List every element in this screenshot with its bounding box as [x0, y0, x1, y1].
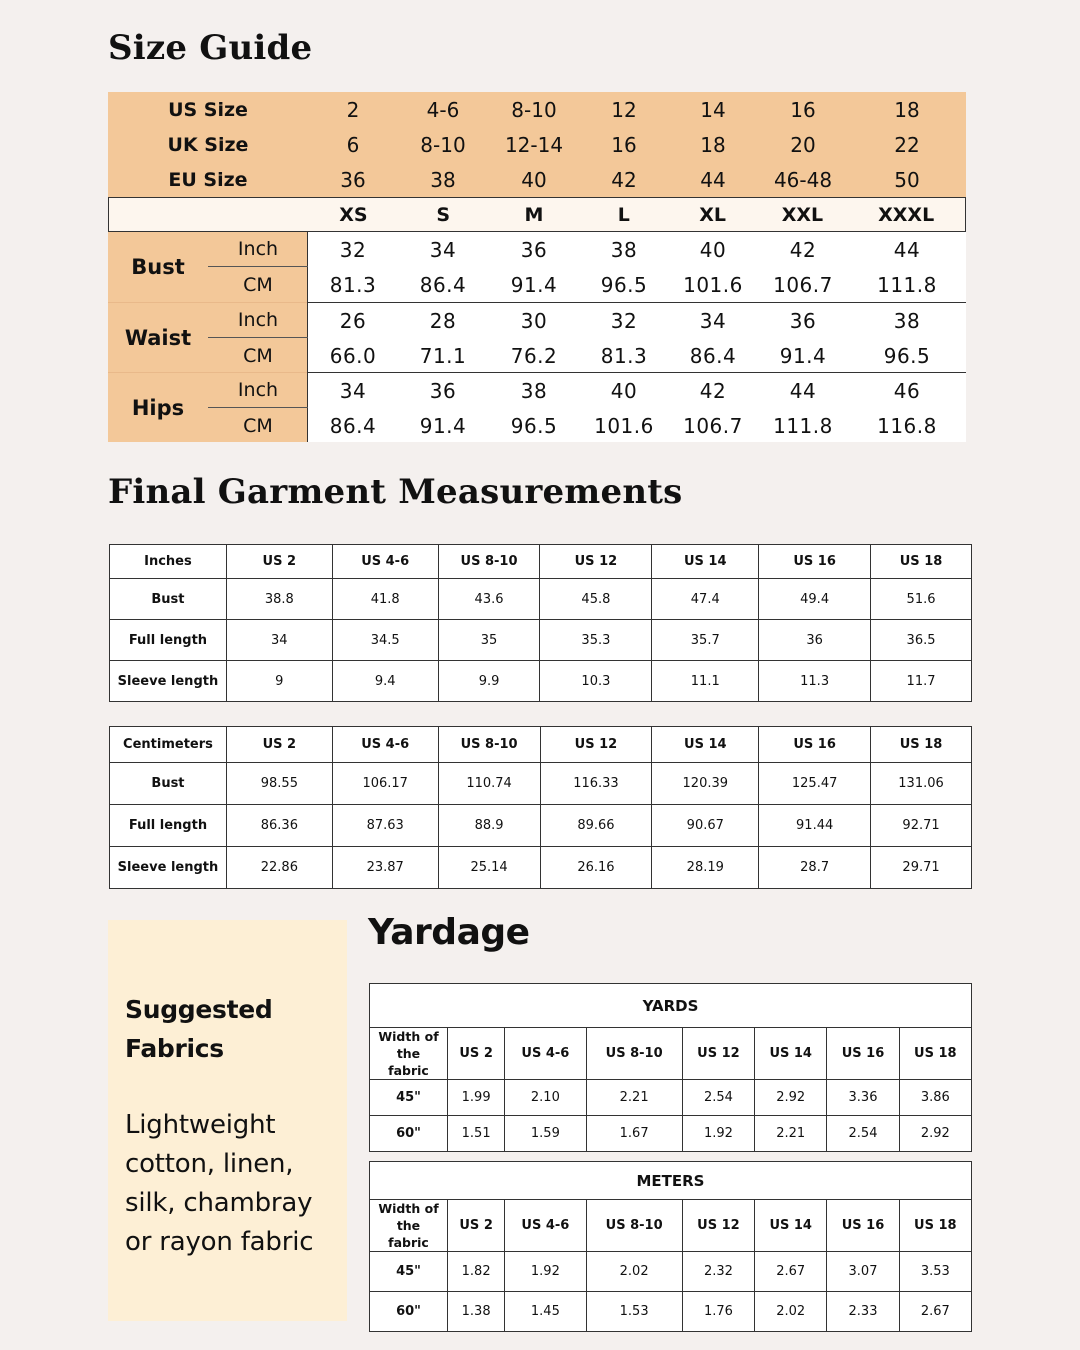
table-cell: 23.87 [332, 847, 438, 889]
column-header: US 12 [540, 727, 652, 763]
table-cell: 120.39 [652, 763, 759, 805]
width-header [370, 1200, 448, 1252]
bust-inch-cell: 40 [699, 237, 727, 262]
table-cell: 2.67 [755, 1252, 827, 1292]
column-header: US 4-6 [332, 545, 438, 579]
waist-cm-cell: 76.2 [510, 343, 558, 368]
table-cell: 36.5 [871, 620, 972, 661]
table-cell: 1.92 [682, 1116, 754, 1152]
hips-inch-cell: 40 [610, 378, 638, 403]
table-row [370, 1116, 972, 1152]
table-cell: 2.21 [755, 1116, 827, 1152]
eu-size-cell: 46-48 [773, 167, 833, 192]
eu-size-cell: 40 [521, 167, 547, 192]
table-cell: 3.86 [899, 1080, 971, 1116]
bust-inch-cell: 44 [893, 237, 921, 262]
waist-cm-row [308, 338, 966, 373]
table-header-row [370, 1028, 972, 1080]
column-header: US 12 [540, 545, 652, 579]
waist-cm-cell: 86.4 [689, 343, 737, 368]
table-cell: 98.55 [226, 763, 332, 805]
yardage-title: Yardage [368, 912, 530, 953]
text-line: Lightweight [125, 1110, 276, 1140]
size-name-cell: M [524, 203, 544, 226]
size-guide-table [108, 92, 966, 442]
table-cell: 25.14 [438, 847, 540, 889]
table-row [370, 1292, 972, 1332]
table-cell: 91.44 [759, 805, 871, 847]
eu-size-cell: 44 [700, 167, 726, 192]
hips-inch-cell: 34 [339, 378, 367, 403]
table-cell: 49.4 [759, 579, 871, 620]
table-cell: 2.92 [899, 1116, 971, 1152]
table-cell: 3.53 [899, 1252, 971, 1292]
waist-cm-cell: 71.1 [419, 343, 467, 368]
row-label: Full length [110, 620, 227, 661]
table-cell: 28.19 [652, 847, 759, 889]
table-cell: 1.59 [505, 1116, 586, 1152]
size-name-cell: L [617, 203, 630, 226]
table-cell: 2.21 [586, 1080, 682, 1116]
table-cell: 88.9 [438, 805, 540, 847]
hips-inch-cell: 38 [520, 378, 548, 403]
table-cell: 2.54 [827, 1116, 899, 1152]
waist-inch-cell: 36 [789, 308, 817, 333]
waist-inch-cell: 26 [339, 308, 367, 333]
table-cell: 125.47 [759, 763, 871, 805]
us-size-label: US Size [168, 98, 248, 121]
hips-block [108, 372, 966, 442]
row-label: Bust [110, 763, 227, 805]
bust-cm-cell: 111.8 [877, 272, 937, 297]
table-cell: 2.10 [505, 1080, 586, 1116]
size-name-cell: XXL [781, 203, 824, 226]
table-cell: 28.7 [759, 847, 871, 889]
hips-values [307, 372, 966, 442]
waist-inch-cell: 28 [429, 308, 457, 333]
column-header: US 18 [871, 727, 972, 763]
table-cell: 11.7 [871, 661, 972, 702]
table-cell: 131.06 [871, 763, 972, 805]
us-size-cell: 2 [346, 97, 360, 122]
unit-header: Inches [110, 545, 227, 579]
row-label: 45" [370, 1252, 448, 1292]
uk-size-cell: 20 [790, 132, 816, 157]
column-header: US 4-6 [332, 727, 438, 763]
unit-cm-label: CM [243, 344, 273, 367]
table-cell: 1.38 [448, 1292, 505, 1332]
column-header: US 2 [226, 545, 332, 579]
table-cell: 34 [226, 620, 332, 661]
row-label: Full length [110, 805, 227, 847]
eu-size-cell: 38 [430, 167, 456, 192]
table-row [370, 1080, 972, 1116]
meters-title: METERS [370, 1162, 972, 1200]
table-row [370, 1252, 972, 1292]
table-cell: 1.92 [505, 1252, 586, 1292]
table-row [110, 579, 972, 620]
column-header: US 14 [755, 1200, 827, 1252]
hips-cm-cell: 86.4 [329, 413, 377, 438]
bust-cm-cell: 106.7 [773, 272, 833, 297]
us-size-cell: 12 [611, 97, 637, 122]
table-cell: 3.36 [827, 1080, 899, 1116]
bust-values [307, 232, 966, 302]
text-line: cotton, linen, [125, 1149, 294, 1179]
heading-line: Suggested [125, 995, 273, 1024]
table-header-row [110, 727, 972, 763]
column-header: US 2 [448, 1200, 505, 1252]
hips-inch-row [308, 373, 966, 408]
waist-values [307, 302, 966, 372]
table-cell: 2.92 [755, 1080, 827, 1116]
waist-inch-cell: 32 [610, 308, 638, 333]
bust-cm-cell: 86.4 [419, 272, 467, 297]
table-row [110, 763, 972, 805]
uk-size-cell: 8-10 [420, 132, 466, 157]
table-title-row [370, 984, 972, 1028]
column-header: US 8-10 [438, 727, 540, 763]
table-cell: 1.76 [682, 1292, 754, 1332]
us-size-cell: 14 [700, 97, 726, 122]
waist-inch-row [308, 303, 966, 338]
table-cell: 38.8 [226, 579, 332, 620]
hips-cm-cell: 111.8 [773, 413, 833, 438]
table-cell: 87.63 [332, 805, 438, 847]
table-cell: 9.9 [438, 661, 540, 702]
yards-table [369, 983, 972, 1152]
bust-inch-cell: 42 [789, 237, 817, 262]
table-cell: 2.67 [899, 1292, 971, 1332]
eu-size-cell: 50 [894, 167, 920, 192]
waist-inch-cell: 38 [893, 308, 921, 333]
table-cell: 1.53 [586, 1292, 682, 1332]
table-cell: 43.6 [438, 579, 540, 620]
hips-inch-cell: 44 [789, 378, 817, 403]
table-cell: 29.71 [871, 847, 972, 889]
heading-line: Fabrics [125, 1034, 224, 1063]
column-header: US 8-10 [586, 1200, 682, 1252]
column-header: US 8-10 [438, 545, 540, 579]
hips-inch-cell: 36 [429, 378, 457, 403]
unit-inch-label: Inch [208, 373, 308, 408]
column-header: US 14 [652, 727, 759, 763]
hips-label: Hips [131, 396, 185, 420]
bust-cm-cell: 91.4 [510, 272, 558, 297]
table-cell: 1.99 [448, 1080, 505, 1116]
waist-label: Waist [124, 326, 192, 350]
table-cell: 41.8 [332, 579, 438, 620]
column-header: US 4-6 [505, 1200, 586, 1252]
table-cell: 2.02 [586, 1252, 682, 1292]
waist-inch-cell: 30 [520, 308, 548, 333]
table-cell: 51.6 [871, 579, 972, 620]
row-label: 60" [370, 1116, 448, 1152]
unit-header: Centimeters [110, 727, 227, 763]
table-row [110, 805, 972, 847]
table-cell: 35 [438, 620, 540, 661]
uk-size-label: UK Size [167, 133, 249, 156]
uk-size-cell: 16 [611, 132, 637, 157]
column-header: US 18 [899, 1028, 971, 1080]
column-header: US 12 [682, 1028, 754, 1080]
table-cell: 2.33 [827, 1292, 899, 1332]
width-header-line: fabric [388, 1235, 429, 1250]
table-cell: 34.5 [332, 620, 438, 661]
centimeters-table [109, 726, 972, 889]
meters-table [369, 1161, 972, 1332]
size-guide-title: Size Guide [108, 28, 313, 68]
table-cell: 11.3 [759, 661, 871, 702]
table-cell: 22.86 [226, 847, 332, 889]
bust-inch-cell: 38 [610, 237, 638, 262]
final-garment-title: Final Garment Measurements [108, 472, 683, 512]
bust-inch-cell: 32 [339, 237, 367, 262]
unit-cm-label: CM [243, 273, 273, 296]
hips-cm-cell: 101.6 [594, 413, 654, 438]
size-name-cell: S [436, 203, 451, 226]
table-cell: 89.66 [540, 805, 652, 847]
table-cell: 2.32 [682, 1252, 754, 1292]
suggested-fabrics-panel [108, 920, 347, 1321]
row-label: Sleeve length [110, 661, 227, 702]
column-header: US 12 [682, 1200, 754, 1252]
uk-size-row [108, 127, 966, 162]
table-row [110, 620, 972, 661]
row-label: Bust [110, 579, 227, 620]
waist-cm-cell: 91.4 [779, 343, 827, 368]
width-header-line: fabric [388, 1063, 429, 1078]
bust-inch-cell: 36 [520, 237, 548, 262]
table-cell: 92.71 [871, 805, 972, 847]
hips-cm-cell: 96.5 [510, 413, 558, 438]
uk-size-cell: 22 [894, 132, 920, 157]
hips-cm-cell: 91.4 [419, 413, 467, 438]
hips-cm-cell: 106.7 [683, 413, 743, 438]
us-size-cell: 4-6 [426, 97, 460, 122]
waist-cm-cell: 66.0 [329, 343, 377, 368]
text-line: silk, chambray [125, 1188, 313, 1218]
column-header: US 16 [759, 545, 871, 579]
size-name-cell: XS [339, 203, 368, 226]
bust-cm-cell: 81.3 [329, 272, 377, 297]
table-cell: 26.16 [540, 847, 652, 889]
us-size-row [108, 92, 966, 127]
waist-inch-cell: 34 [699, 308, 727, 333]
bust-cm-row [308, 267, 966, 302]
waist-cm-cell: 81.3 [600, 343, 648, 368]
row-label: Sleeve length [110, 847, 227, 889]
eu-size-cell: 36 [340, 167, 366, 192]
uk-size-cell: 6 [346, 132, 360, 157]
table-cell: 2.54 [682, 1080, 754, 1116]
uk-size-cell: 12-14 [504, 132, 564, 157]
waist-block [108, 302, 966, 372]
width-header-line: Width of the [378, 1201, 439, 1233]
hips-inch-cell: 42 [699, 378, 727, 403]
column-header: US 8-10 [586, 1028, 682, 1080]
size-name-cell: XL [699, 203, 726, 226]
column-header: US 2 [226, 727, 332, 763]
bust-inch-row [308, 232, 966, 267]
eu-size-label: EU Size [168, 168, 248, 191]
bust-block [108, 232, 966, 302]
column-header: US 4-6 [505, 1028, 586, 1080]
us-size-cell: 18 [894, 97, 920, 122]
column-header: US 18 [871, 545, 972, 579]
eu-size-cell: 42 [611, 167, 637, 192]
table-cell: 10.3 [540, 661, 652, 702]
table-cell: 2.02 [755, 1292, 827, 1332]
table-header-row [370, 1200, 972, 1252]
table-cell: 116.33 [540, 763, 652, 805]
table-cell: 11.1 [652, 661, 759, 702]
table-cell: 35.3 [540, 620, 652, 661]
table-cell: 9 [226, 661, 332, 702]
eu-size-row [108, 162, 966, 197]
table-cell: 1.82 [448, 1252, 505, 1292]
width-header [370, 1028, 448, 1080]
column-header: US 16 [827, 1200, 899, 1252]
column-header: US 14 [755, 1028, 827, 1080]
bust-label: Bust [131, 255, 185, 279]
hips-inch-cell: 46 [893, 378, 921, 403]
waist-cm-cell: 96.5 [883, 343, 931, 368]
bust-cm-cell: 96.5 [600, 272, 648, 297]
table-cell: 1.51 [448, 1116, 505, 1152]
suggested-fabrics-heading [125, 990, 273, 1068]
table-cell: 45.8 [540, 579, 652, 620]
table-cell: 9.4 [332, 661, 438, 702]
text-line: or rayon fabric [125, 1227, 314, 1257]
table-row [110, 847, 972, 889]
size-name-row [108, 197, 966, 232]
width-header-line: Width of the [378, 1029, 439, 1061]
unit-inch-label: Inch [208, 303, 308, 338]
bust-label-cell [108, 232, 307, 302]
bust-cm-cell: 101.6 [683, 272, 743, 297]
suggested-fabrics-text [125, 1106, 350, 1262]
unit-cm-label: CM [243, 414, 273, 437]
uk-size-cell: 18 [700, 132, 726, 157]
table-cell: 35.7 [652, 620, 759, 661]
hips-label-cell [108, 372, 307, 442]
table-cell: 110.74 [438, 763, 540, 805]
column-header: US 16 [759, 727, 871, 763]
column-header: US 16 [827, 1028, 899, 1080]
us-size-cell: 16 [790, 97, 816, 122]
table-cell: 47.4 [652, 579, 759, 620]
table-row [110, 661, 972, 702]
table-cell: 36 [759, 620, 871, 661]
yards-title: YARDS [370, 984, 972, 1028]
table-title-row [370, 1162, 972, 1200]
table-cell: 1.67 [586, 1116, 682, 1152]
us-size-cell: 8-10 [511, 97, 557, 122]
table-header-row [110, 545, 972, 579]
table-cell: 1.45 [505, 1292, 586, 1332]
row-label: 60" [370, 1292, 448, 1332]
column-header: US 18 [899, 1200, 971, 1252]
size-name-cell: XXXL [878, 203, 935, 226]
waist-label-cell [108, 302, 307, 372]
table-cell: 106.17 [332, 763, 438, 805]
inches-table [109, 544, 972, 702]
table-cell: 86.36 [226, 805, 332, 847]
hips-cm-row [308, 408, 966, 443]
bust-inch-cell: 34 [429, 237, 457, 262]
hips-cm-cell: 116.8 [877, 413, 937, 438]
table-cell: 3.07 [827, 1252, 899, 1292]
column-header: US 2 [448, 1028, 505, 1080]
row-label: 45" [370, 1080, 448, 1116]
table-cell: 90.67 [652, 805, 759, 847]
column-header: US 14 [652, 545, 759, 579]
unit-inch-label: Inch [208, 232, 308, 267]
